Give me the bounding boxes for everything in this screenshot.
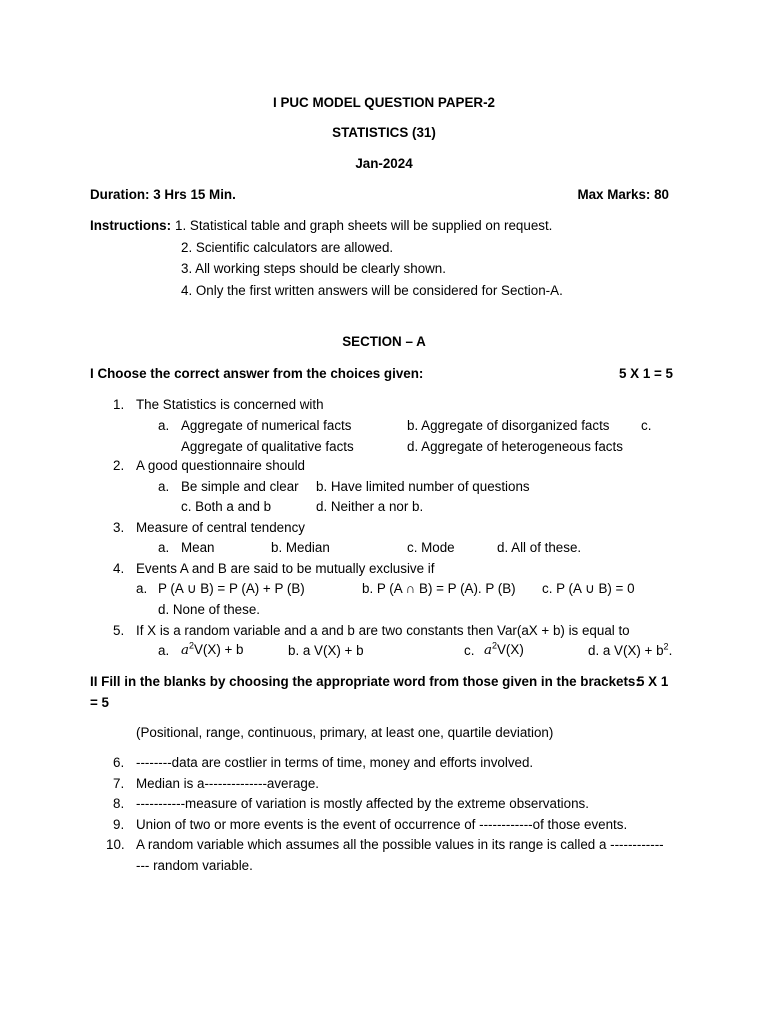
option-c-text: V(X): [497, 642, 524, 657]
part1-heading: I Choose the correct answer from the choices given:: [90, 366, 424, 381]
question-number: 6.: [113, 755, 125, 770]
question-text: Median is a--------------average.: [136, 776, 320, 791]
question-number: 3.: [113, 520, 125, 535]
option-marker: a.: [158, 643, 170, 658]
question-text: The Statistics is concerned with: [136, 397, 324, 412]
option-c: c. Both a and b: [181, 499, 272, 514]
option-a: Aggregate of numerical facts: [181, 418, 352, 433]
option-d: d. All of these.: [497, 540, 582, 555]
superscript: 2: [188, 640, 194, 651]
option-marker: a.: [158, 418, 170, 433]
part2-marks-cont: = 5: [90, 695, 109, 710]
max-marks: Max Marks: 80: [577, 187, 669, 202]
question-number: 1.: [113, 397, 125, 412]
option-b: b. P (A ∩ B) = P (A). P (B): [362, 581, 516, 596]
option-b: b. a V(X) + b: [288, 643, 364, 658]
question-text: Measure of central tendency: [136, 520, 305, 535]
question-number: 8.: [113, 796, 125, 811]
option-marker: c.: [464, 643, 475, 658]
word-bank: (Positional, range, continuous, primary, at least one, quartile deviation): [136, 725, 554, 740]
option-a: P (A ∪ B) = P (A) + P (B): [158, 581, 305, 596]
instruction-item: 2. Scientific calculators are allowed.: [181, 240, 394, 255]
question-text: Union of two or more events is the event of occurrence of ------------of those events.: [136, 817, 628, 832]
superscript: 2: [663, 641, 669, 652]
option-a: Be simple and clear: [181, 479, 299, 494]
option-d: d. Neither a nor b.: [316, 499, 424, 514]
question-text: -----------measure of variation is mostly affected by the extreme observations.: [136, 796, 589, 811]
question-text-cont: --- random variable.: [136, 858, 253, 873]
paper-title: I PUC MODEL QUESTION PAPER-2: [273, 95, 495, 110]
question-text: A good questionnaire should: [136, 458, 306, 473]
instruction-item: 1. Statistical table and graph sheets will be supplied on request.: [175, 218, 553, 233]
question-number: 5.: [113, 623, 125, 638]
question-number: 2.: [113, 458, 125, 473]
option-marker: a.: [158, 540, 170, 555]
option-d-end: .: [668, 643, 673, 658]
option-marker: a.: [158, 479, 170, 494]
option-a: [181, 640, 244, 659]
question-number: 7.: [113, 776, 125, 791]
option-b: b. Median: [271, 540, 330, 555]
question-number: 10.: [106, 837, 125, 852]
question-text: If X is a random variable and a and b are two constants then Var(aX + b) is equal to: [136, 623, 630, 638]
option-c: c. P (A ∪ B) = 0: [542, 581, 635, 596]
question-number: 9.: [113, 817, 125, 832]
instruction-item: 4. Only the first written answers will be considered for Section-A.: [181, 283, 563, 298]
part2-marks: 5 X 1: [637, 674, 669, 689]
subject-title: STATISTICS (31): [332, 125, 436, 140]
question-text: --------data are costlier in terms of time, money and efforts involved.: [136, 755, 534, 770]
option-c: [484, 640, 524, 659]
option-b: b. Aggregate of disorganized facts: [407, 418, 610, 433]
section-a-title: SECTION – A: [342, 334, 426, 349]
math-variable: a: [181, 643, 189, 658]
option-a-text: V(X) + b: [194, 642, 244, 657]
math-variable: a: [484, 643, 492, 658]
superscript: 2: [491, 640, 497, 651]
option-a: Mean: [181, 540, 215, 555]
question-text: A random variable which assumes all the possible values in its range is called a ------------: [136, 837, 664, 852]
question-number: 4.: [113, 561, 125, 576]
instructions-label: Instructions:: [90, 218, 172, 233]
option-marker: a.: [136, 581, 148, 596]
part2-heading: II Fill in the blanks by choosing the appropriate word from those given in the brackets:: [90, 674, 640, 689]
duration: Duration: 3 Hrs 15 Min.: [90, 187, 236, 202]
exam-date: Jan-2024: [355, 156, 413, 171]
option-c: c. Mode: [407, 540, 455, 555]
option-d: d. Aggregate of heterogeneous facts: [407, 439, 623, 454]
question-text: Events A and B are said to be mutually exclusive if: [136, 561, 435, 576]
option-d: [588, 641, 673, 659]
option-d-text: d. a V(X) + b: [588, 643, 664, 658]
option-c: Aggregate of qualitative facts: [181, 439, 354, 454]
option-b: b. Have limited number of questions: [316, 479, 530, 494]
option-marker: c.: [641, 418, 652, 433]
instruction-item: 3. All working steps should be clearly shown.: [181, 261, 446, 276]
part1-marks: 5 X 1 = 5: [619, 366, 673, 381]
option-d: d. None of these.: [158, 602, 260, 617]
